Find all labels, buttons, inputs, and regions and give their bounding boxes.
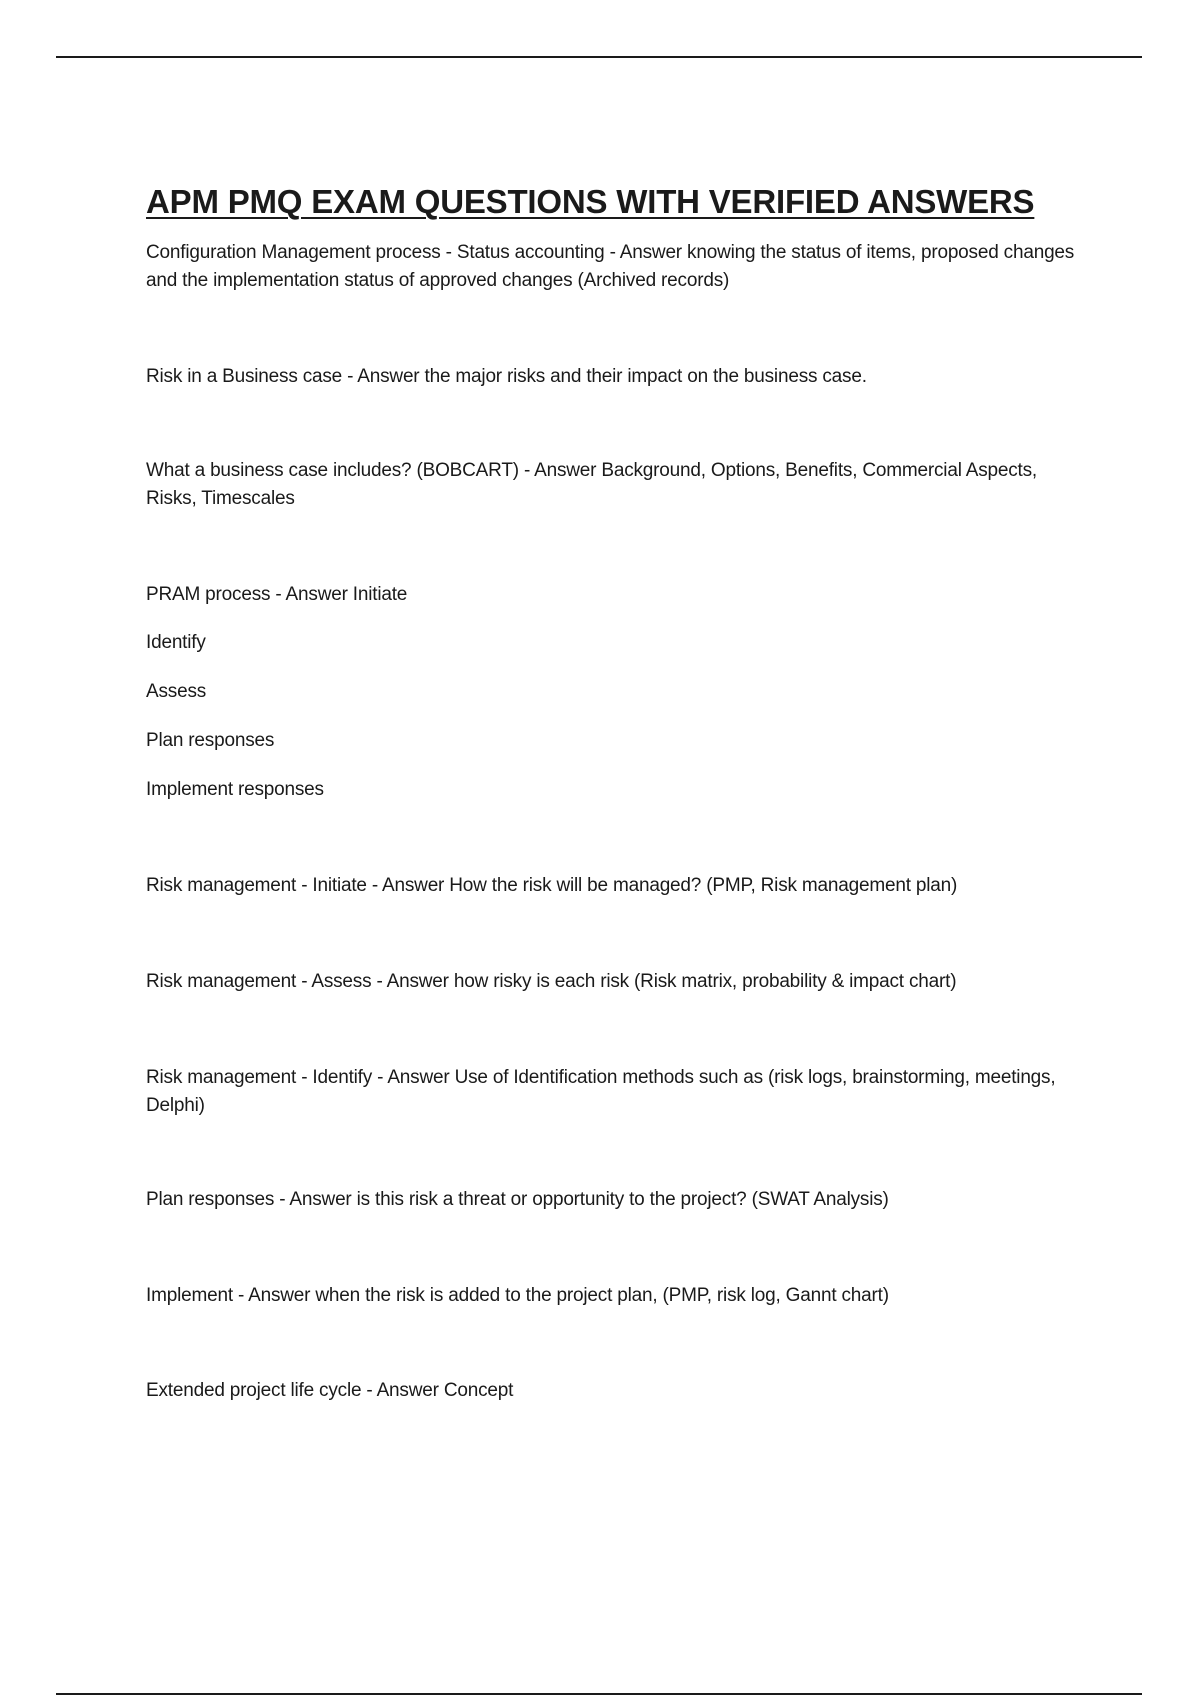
top-rule	[56, 56, 1142, 58]
qa-entry	[146, 968, 1086, 996]
question-text: PRAM process	[146, 584, 271, 605]
answer-separator: - Answer	[270, 584, 353, 605]
question-text: Extended project life cycle	[146, 1380, 362, 1401]
answer-text: Use of Identification methods such as (risk logs, brainstorming, meetings, Delphi)	[146, 1067, 1056, 1116]
question-text: Risk management - Identify	[146, 1067, 373, 1088]
document-title: APM PMQ EXAM QUESTIONS WITH VERIFIED ANSWERS	[146, 183, 1035, 220]
answer-text: is this risk a threat or opportunity to the project? (SWAT Analysis)	[356, 1189, 889, 1210]
bottom-rule	[56, 1693, 1142, 1695]
question-text: Configuration Management process - Status accounting	[146, 242, 605, 263]
answer-separator: - Answer	[604, 242, 688, 263]
question-text: Risk management - Assess	[146, 971, 372, 992]
qa-entry	[146, 581, 1086, 609]
question-text: Risk management - Initiate	[146, 875, 367, 896]
qa-entry	[146, 1064, 1086, 1120]
qa-entry	[146, 872, 1086, 900]
answer-separator: - Answer	[518, 460, 602, 481]
qa-entry	[146, 363, 1086, 391]
answer-text: knowing the status of items, proposed changes and the implementation status of approved changes (Archived records)	[146, 242, 1075, 291]
answer-separator: - Answer	[361, 1380, 444, 1401]
answer-separator: - Answer	[372, 1067, 455, 1088]
answer-separator: - Answer	[232, 1285, 316, 1306]
answer-continuation-line: Plan responses	[146, 730, 275, 751]
answer-continuation-line: Assess	[146, 681, 207, 702]
answer-text: when the risk is added to the project plan, (PMP, risk log, Gannt chart)	[315, 1285, 889, 1306]
qa-entry	[146, 1282, 1086, 1310]
qa-entry	[146, 239, 1086, 295]
qa-entry	[146, 1377, 1086, 1405]
answer-text: How the risk will be managed? (PMP, Risk management plan)	[449, 875, 958, 896]
answer-text: Initiate	[352, 584, 408, 605]
document-page	[146, 178, 1086, 1405]
question-text: Risk in a Business case	[146, 366, 343, 387]
answer-continuation-line: Implement responses	[146, 779, 324, 800]
answer-separator: - Answer	[366, 875, 450, 896]
qa-entry	[146, 457, 1086, 513]
qa-entry	[146, 1186, 1086, 1214]
question-text: Implement	[146, 1285, 233, 1306]
answer-text: how risky is each risk (Risk matrix, probability & impact chart)	[453, 971, 957, 992]
answer-separator: - Answer	[371, 971, 454, 992]
answer-text: Background, Options, Benefits, Commercial Aspects, Risks, Timescales	[146, 460, 1038, 509]
question-text: What a business case includes? (BOBCART)	[146, 460, 519, 481]
answer-text: the major risks and their impact on the business case.	[424, 366, 867, 387]
answer-text: Concept	[443, 1380, 514, 1401]
answer-separator: - Answer	[274, 1189, 357, 1210]
question-text: Plan responses	[146, 1189, 275, 1210]
answer-separator: - Answer	[342, 366, 425, 387]
answer-continuation-line: Identify	[146, 632, 206, 653]
